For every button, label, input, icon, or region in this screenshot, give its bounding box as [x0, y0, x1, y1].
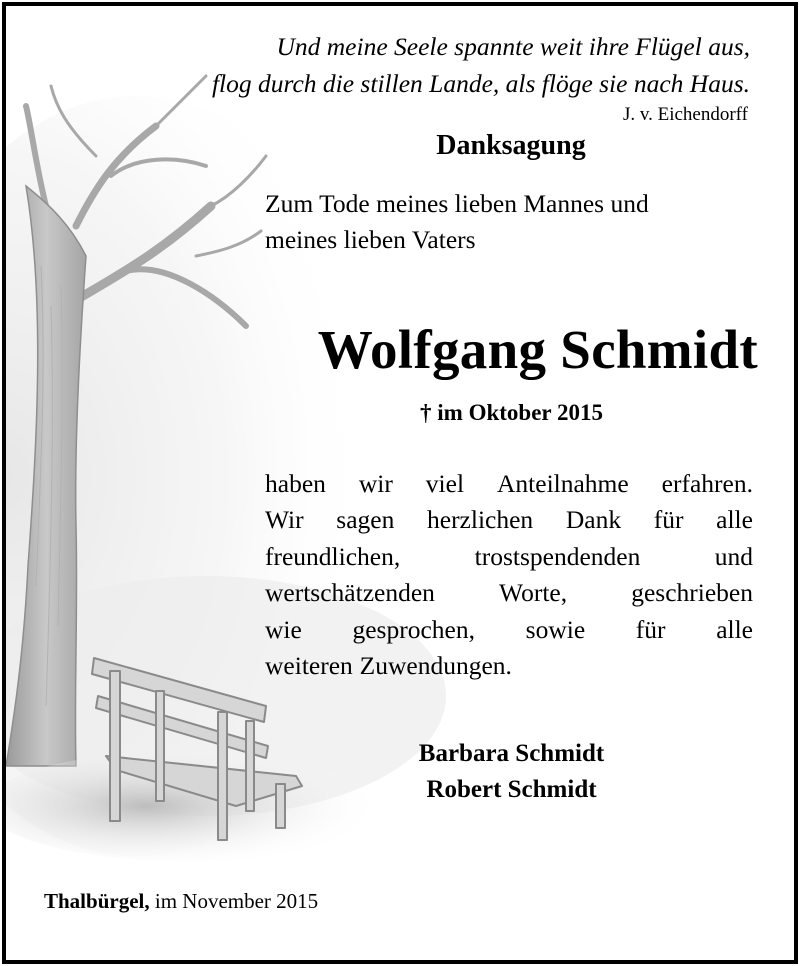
deceased-name: Wolfgang Schmidt — [317, 319, 758, 380]
word: freundlichen, — [265, 541, 401, 571]
word: gesprochen, — [352, 614, 475, 644]
word: trostspendenden — [474, 541, 641, 571]
intro-line: meines lieben Vaters — [265, 225, 476, 254]
signatories — [265, 736, 758, 808]
obituary-notice — [2, 2, 798, 964]
notice-heading: Danksagung — [436, 130, 586, 161]
word: erfahren. — [661, 469, 753, 498]
thanks-message — [265, 466, 753, 684]
quote-author: J. v. Eichendorff — [622, 104, 748, 125]
footer-place: Thalbürgel, — [44, 889, 150, 913]
message-line — [265, 466, 753, 502]
message-line — [265, 648, 753, 684]
footer-date: im November 2015 — [154, 889, 319, 913]
word: Dank — [565, 505, 622, 535]
word: Wir — [265, 505, 304, 535]
word: wertschätzenden — [265, 578, 435, 608]
signer-name: Barbara Schmidt — [418, 740, 605, 767]
word: sowie — [525, 614, 586, 644]
message-line — [265, 539, 753, 575]
signer-name: Robert Schmidt — [426, 776, 597, 803]
word: alle — [716, 614, 753, 644]
death-date: † im Oktober 2015 — [420, 400, 603, 425]
word: und — [714, 541, 753, 571]
word: herzlichen — [427, 505, 534, 535]
word: geschrieben — [631, 578, 753, 608]
word: Anteilnahme — [497, 469, 629, 498]
word: alle — [716, 505, 753, 535]
intro-text — [265, 186, 753, 258]
word: Zuwendungen. — [359, 650, 512, 680]
message-line — [265, 612, 753, 648]
word: haben — [265, 469, 326, 498]
word: sagen — [336, 505, 395, 535]
poem-quote — [110, 28, 750, 102]
quote-line: flog durch die stillen Lande, als flöge sie nach Haus. — [211, 69, 750, 98]
quote-line: Und meine Seele spannte weit ihre Flügel aus, — [276, 32, 750, 61]
word: für — [653, 505, 684, 535]
place-date-footer — [44, 889, 318, 914]
message-line — [265, 502, 753, 538]
message-line — [265, 575, 753, 611]
word: für — [635, 614, 666, 644]
word: Worte, — [499, 578, 568, 608]
word: wie — [265, 614, 302, 644]
intro-line: Zum Tode meines lieben Mannes und — [265, 189, 649, 218]
word: wir — [358, 469, 393, 498]
word: weiteren — [265, 650, 353, 680]
word: viel — [425, 469, 465, 498]
